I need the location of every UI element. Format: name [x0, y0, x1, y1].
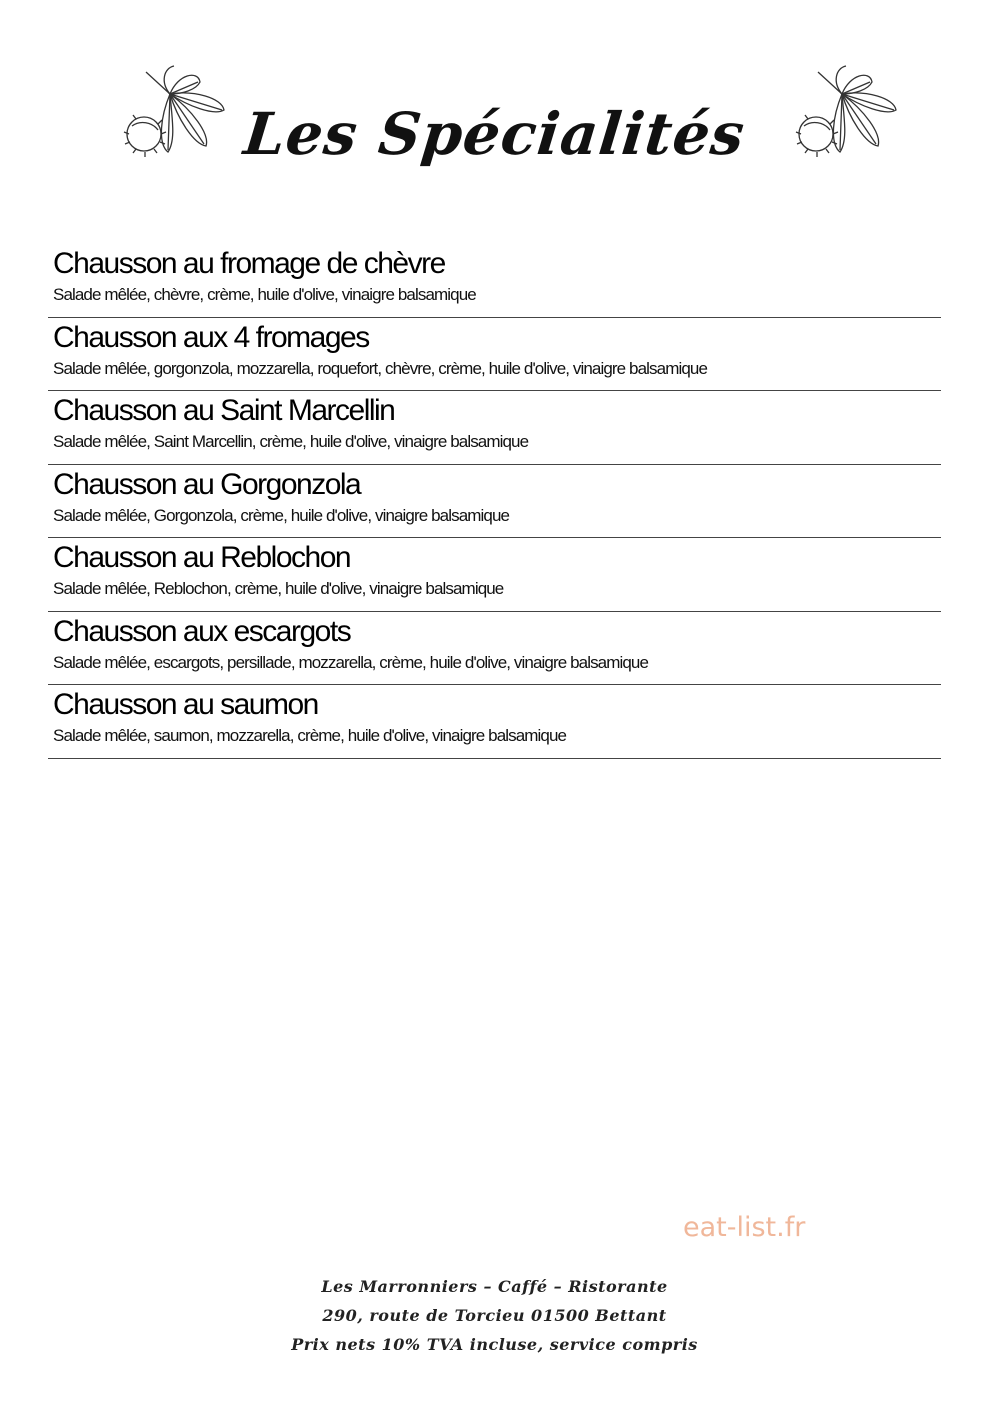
menu-item-description: Salade mêlée, Saint Marcellin, crème, huile d'olive, vinaigre balsamique: [53, 432, 529, 451]
menu-item-description: Salade mêlée, Gorgonzola, crème, huile d'olive, vinaigre balsamique: [53, 505, 510, 525]
menu-item: [48, 538, 941, 612]
menu-item: [48, 318, 941, 392]
menu-item: [48, 391, 941, 465]
menu-item: [48, 244, 941, 318]
page-title: Les Spécialités: [240, 100, 749, 168]
menu-item-name: Chausson au saumon: [53, 688, 318, 721]
menu-item-description: Salade mêlée, chèvre, crème, huile d'olive, vinaigre balsamique: [53, 285, 476, 304]
menu-list: [48, 244, 941, 759]
footer: [0, 1272, 989, 1359]
menu-item: [48, 612, 941, 686]
menu-item-description: Salade mêlée, Reblochon, crème, huile d'olive, vinaigre balsamique: [53, 579, 504, 598]
menu-item-name: Chausson au Reblochon: [53, 541, 351, 574]
menu-item-name: Chausson aux 4 fromages: [53, 320, 369, 354]
header: [0, 60, 989, 190]
watermark-link[interactable]: eat-list.fr: [683, 1212, 806, 1243]
menu-item: [48, 465, 941, 539]
menu-item-name: Chausson au fromage de chèvre: [53, 247, 445, 280]
menu-item-name: Chausson au Saint Marcellin: [53, 394, 395, 427]
menu-item-name: Chausson aux escargots: [53, 614, 351, 648]
menu-item-name: Chausson au Gorgonzola: [53, 467, 361, 501]
menu-item-description: Salade mêlée, gorgonzola, mozzarella, roquefort, chèvre, crème, huile d'olive, vinaigre balsamique: [53, 358, 707, 378]
menu-item: [48, 685, 941, 759]
price-note: Prix nets 10% TVA incluse, service compris: [291, 1335, 698, 1354]
restaurant-address: 290, route de Torcieu 01500 Bettant: [322, 1306, 667, 1325]
restaurant-name: Les Marronniers – Caffé – Ristorante: [321, 1277, 668, 1296]
menu-item-description: Salade mêlée, saumon, mozzarella, crème, huile d'olive, vinaigre balsamique: [53, 726, 567, 745]
chestnut-leaf-icon: [790, 64, 900, 164]
menu-item-description: Salade mêlée, escargots, persillade, mozzarella, crème, huile d'olive, vinaigre balsamique: [53, 652, 649, 672]
